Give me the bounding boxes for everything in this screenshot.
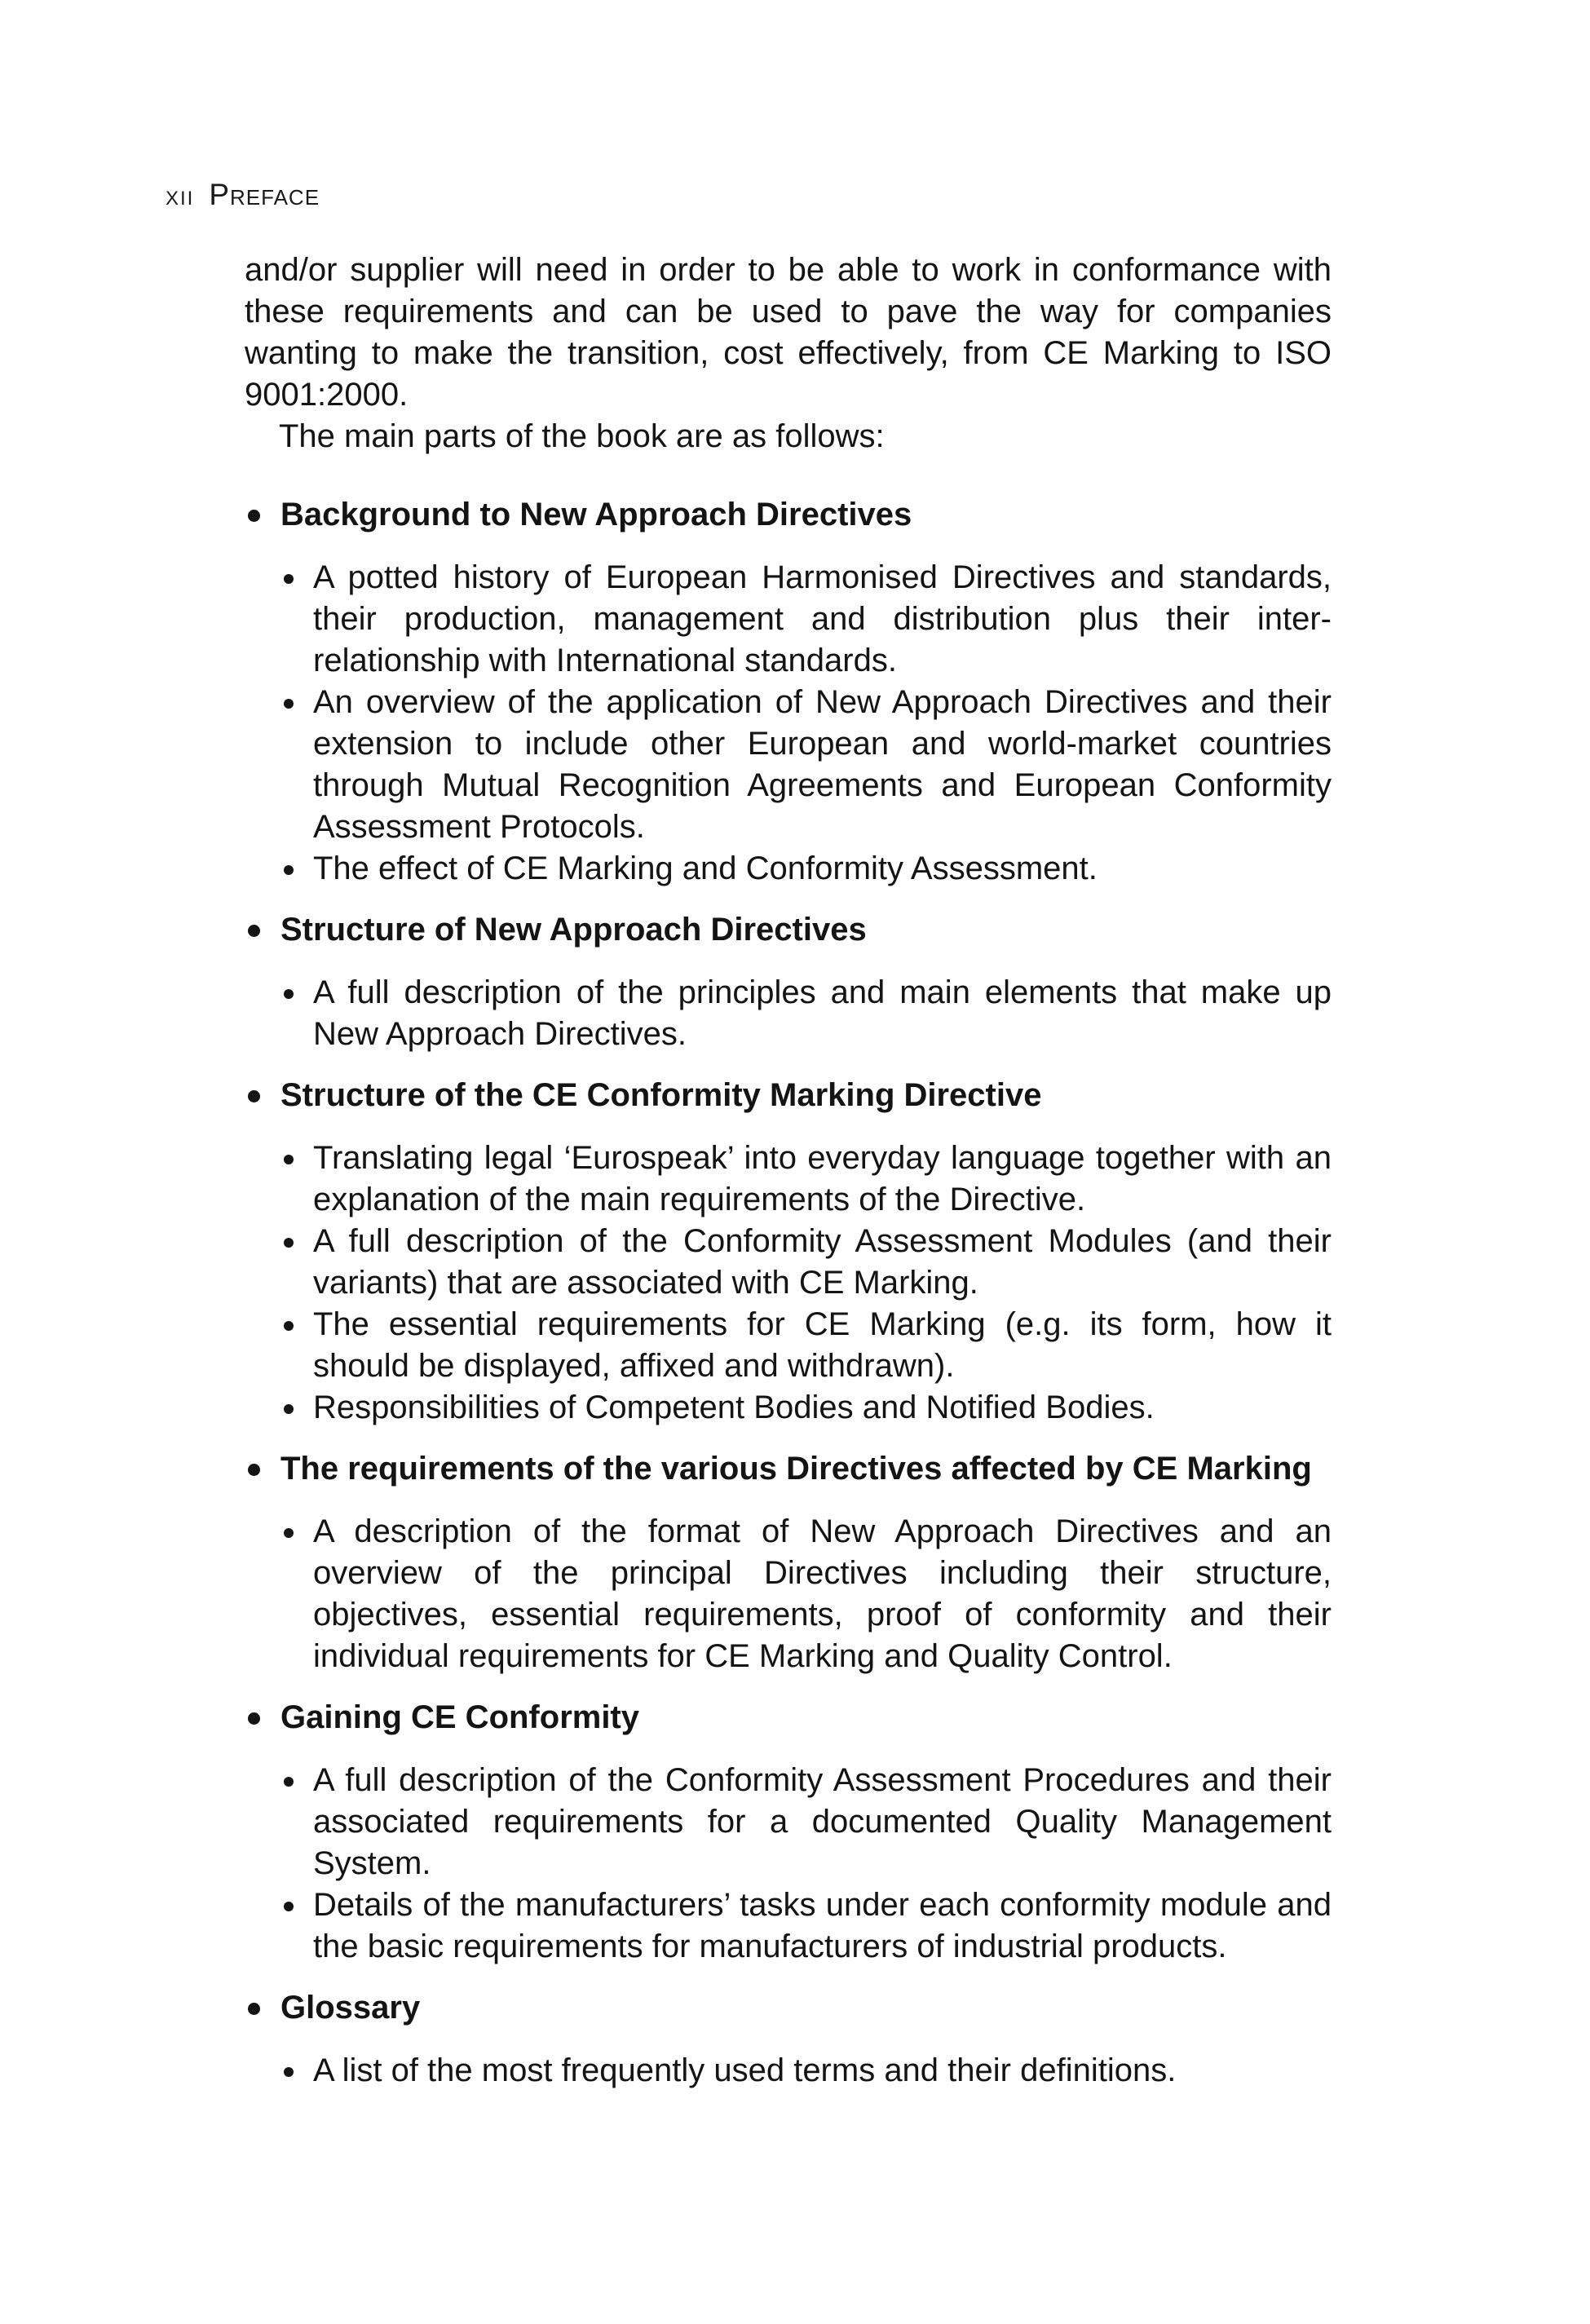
section-structure-directives: [245, 909, 1332, 1055]
page-body: [245, 250, 1332, 2092]
list-item: A full description of the Conformity Assessment Modules (and their variants) that are associated with CE Marking.: [280, 1221, 1332, 1304]
bullet-icon: [284, 699, 294, 709]
list-item: A full description of the principles and main elements that make up New Approach Directives.: [280, 972, 1332, 1055]
list-item: An overview of the application of New Approach Directives and their extension to include other European and world-market countries through Mutual Recognition Agreements and European Conformity Assessment Protocols.: [280, 682, 1332, 848]
bullet-icon: [284, 1404, 294, 1414]
bullet-icon: [248, 1712, 260, 1725]
section-background: [245, 494, 1332, 890]
sub-list: [280, 1511, 1332, 1677]
bullet-icon: [284, 1777, 294, 1787]
section-heading: Gaining CE Conformity: [280, 1697, 1332, 1739]
list-item: A potted history of European Harmonised Directives and standards, their production, management and distribution plus their inter-relationship with International standards.: [280, 557, 1332, 682]
list-item: A description of the format of New Approach Directives and an overview of the principal Directives including their structure, objectives, essential requirements, proof of conformity and their individual requirements for CE Marking and Quality Control.: [280, 1511, 1332, 1677]
bullet-icon: [284, 1902, 294, 1911]
bullet-icon: [284, 574, 294, 584]
list-item: A full description of the Conformity Assessment Procedures and their associated requirements for a documented Quality Management System.: [280, 1760, 1332, 1884]
running-header: [166, 178, 320, 212]
bullet-icon: [284, 865, 294, 875]
bullet-icon: [248, 925, 260, 937]
section-heading: Structure of the CE Conformity Marking Directive: [280, 1075, 1332, 1116]
section-ce-marking-directive: [245, 1075, 1332, 1429]
bullet-icon: [284, 1528, 294, 1538]
list-item: Responsibilities of Competent Bodies and Notified Bodies.: [280, 1387, 1332, 1429]
running-title: Preface: [209, 178, 320, 211]
list-item: The essential requirements for CE Marking (e.g. its form, how it should be displayed, affixed and withdrawn).: [280, 1304, 1332, 1387]
section-glossary: [245, 1987, 1332, 2092]
sub-list: [280, 557, 1332, 890]
bullet-icon: [248, 1090, 260, 1102]
list-item: A list of the most frequently used terms and their definitions.: [280, 2050, 1332, 2092]
section-directive-requirements: [245, 1448, 1332, 1677]
bullet-icon: [284, 1238, 294, 1248]
sub-list: [280, 972, 1332, 1055]
bullet-icon: [284, 2067, 294, 2077]
section-heading: Glossary: [280, 1987, 1332, 2029]
intro-lead-in: The main parts of the book are as follows:: [279, 418, 885, 454]
list-item: Details of the manufacturers’ tasks under each conformity module and the basic requirements for manufacturers of industrial products.: [280, 1884, 1332, 1968]
bullet-icon: [248, 1464, 260, 1476]
bullet-icon: [248, 2003, 260, 2015]
list-item: The effect of CE Marking and Conformity Assessment.: [280, 848, 1332, 890]
section-gaining-conformity: [245, 1697, 1332, 1968]
bullet-icon: [284, 1155, 294, 1164]
bullet-icon: [248, 510, 260, 522]
sub-list: [280, 1138, 1332, 1429]
intro-paragraph: and/or supplier will need in order to be able to work in conformance with these requirements and can be used to pave the way for companies wanting to make the transition, cost effectively, from CE Marking to ISO 9001:2000.: [245, 252, 1332, 413]
section-heading: The requirements of the various Directives affected by CE Marking: [280, 1448, 1332, 1490]
sub-list: [280, 2050, 1332, 2092]
page-number: XII: [166, 188, 195, 210]
section-heading: Background to New Approach Directives: [280, 494, 1332, 536]
sub-list: [280, 1760, 1332, 1968]
list-item: Translating legal ‘Eurospeak’ into everyday language together with an explanation of the main requirements of the Directive.: [280, 1138, 1332, 1221]
bullet-icon: [284, 989, 294, 999]
bullet-icon: [284, 1321, 294, 1331]
section-heading: Structure of New Approach Directives: [280, 909, 1332, 951]
